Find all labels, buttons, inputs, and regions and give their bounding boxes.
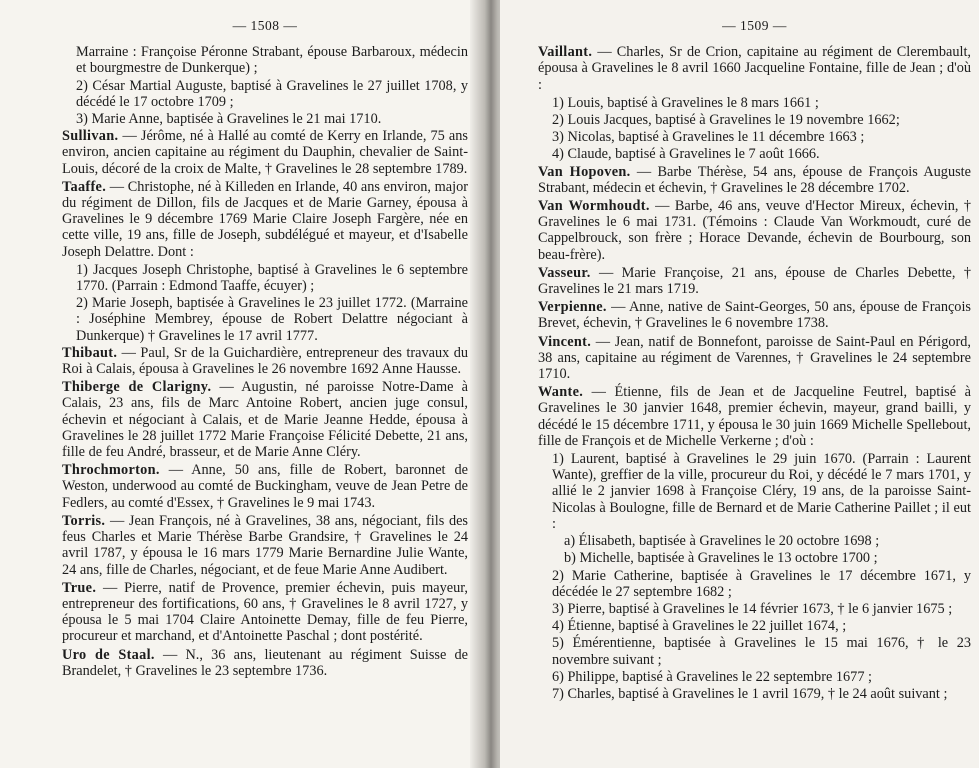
entry-surname: Vincent. xyxy=(538,333,592,350)
genealogy-entry xyxy=(538,384,971,449)
child-entry: 6) Philippe, baptisé à Gravelines le 22 septembre 1677 ; xyxy=(552,668,873,685)
genealogy-entry xyxy=(62,179,468,260)
entry-text: — Barbe, 46 ans, veuve d'Hector Mireux, échevin, † Gravelines le 6 mai 1731. (Témoins : Claude Van Workmoudt, curé de Cappelbrouck, son frère ; Horace Devande, échevin de Bourbourg, son beau-frère). xyxy=(538,198,971,263)
child-entry: 1) Laurent, baptisé à Gravelines le 29 juin 1670. (Parrain : Laurent Wante), greffier de la ville, procureur du Roi, y décédé le 7 mars 1701, y allié le 2 janvier 1698 à Françoise Cléry, 19 ans, de la paroisse Saint-Nicolas à Boulogne, fille de Bernard et de Marie Catherine Paillet ; il eut : xyxy=(552,451,971,532)
genealogy-entry xyxy=(538,198,971,263)
entry-text: — Barbe Thérèse, 54 ans, épouse de François Auguste Strabant, médecin et échevin, † Gravelines le 28 décembre 1702. xyxy=(538,163,971,196)
entry-surname: Verpienne. xyxy=(538,299,607,316)
child-entry: 2) Marie Catherine, baptisée à Gravelines le 17 décembre 1671, y décédée le 27 septembre 1682 ; xyxy=(552,567,971,600)
child-entry: Marraine : Françoise Péronne Strabant, épouse Barbaroux, médecin et bourgmestre de Dunkerque) ; xyxy=(76,44,468,77)
entry-text: — Étienne, fils de Jean et de Jacqueline Feutrel, baptisé à Gravelines le 30 janvier 1648, premier échevin, mayeur, grand bailli, y décédé le 15 décembre 1711, y épousa le 30 juin 1669 Michelle Spellebout, fille de François et de Michelle Verkerne ; d'où : xyxy=(538,384,971,449)
child-entry: 3) Pierre, baptisé à Gravelines le 14 février 1673, † le 6 janvier 1675 ; xyxy=(552,600,953,617)
entry-surname: Vaillant. xyxy=(538,44,593,61)
entry-surname: Van Wormhoudt. xyxy=(538,198,650,215)
child-entry: a) Élisabeth, baptisée à Gravelines le 20 octobre 1698 ; xyxy=(564,533,880,550)
entry-text: — Anne, native de Saint-Georges, 50 ans, épouse de François Brevet, échevin, † Gravelines le 6 novembre 1738. xyxy=(538,299,971,332)
entry-surname: Torris. xyxy=(62,512,106,529)
entry-text: — Marie Françoise, 21 ans, épouse de Charles Debette, † Gravelines le 21 mars 1719. xyxy=(538,264,971,298)
genealogy-entry xyxy=(62,647,468,679)
entry-text: — Paul, Sr de la Guichardière, entrepreneur des travaux du Roi à Calais, épousa à Gravelines le 26 novembre 1692 Anne Hausse. xyxy=(62,344,468,378)
entry-text: — Jean, natif de Bonnefont, paroisse de Saint-Paul en Périgord, 38 ans, capitaine au régiment de Varennes, † Gravelines le 24 septembre 1710. xyxy=(538,333,971,383)
entry-text: — N., 36 ans, lieutenant au régiment Suisse de Brandelet, † Gravelines le 23 septembre 1736. xyxy=(62,646,468,679)
genealogy-entry xyxy=(62,462,468,511)
right-page xyxy=(500,0,979,768)
entry-surname: Wante. xyxy=(538,384,584,401)
left-page xyxy=(0,0,478,768)
entry-surname: Vasseur. xyxy=(538,264,591,281)
entry-surname: Taaffe. xyxy=(62,178,107,195)
genealogy-entry xyxy=(62,513,468,578)
genealogy-entry xyxy=(538,164,971,196)
genealogy-entry xyxy=(62,128,468,177)
child-entry: 2) Marie Joseph, baptisée à Gravelines le 23 juillet 1772. (Marraine : Joséphine Membrey, épouse de Robert Delattre négociant à Dunkerque) † Gravelines le 17 avril 1777. xyxy=(76,295,468,344)
child-entry: 3) Nicolas, baptisé à Gravelines le 11 décembre 1663 ; xyxy=(552,129,865,146)
entry-surname: Throchmorton. xyxy=(62,462,160,479)
genealogy-entry xyxy=(62,345,468,377)
entry-surname: Uro de Staal. xyxy=(62,646,155,663)
entry-text: — Pierre, natif de Provence, premier échevin, puis mayeur, entrepreneur des fortifications, 60 ans, † Gravelines le 8 avril 1727, y épousa le 5 mai 1704 Claire Antoinette Demay, fille de feu Pierre, procureur et marchand, et d'Antoinette Paschal ; dont postérité. xyxy=(62,579,468,645)
genealogy-entry xyxy=(62,379,468,460)
genealogy-entry xyxy=(538,334,971,383)
entry-surname: Van Hopoven. xyxy=(538,163,631,180)
right-page-body xyxy=(538,44,971,702)
genealogy-entry xyxy=(538,44,971,93)
genealogy-entry xyxy=(62,580,468,645)
child-entry: 2) César Martial Auguste, baptisé à Gravelines le 27 juillet 1708, y décédé le 17 octobre 1709 ; xyxy=(76,77,468,110)
entry-text: — Anne, 50 ans, fille de Robert, baronnet de Weston, underwood au comté de Buckingham, veuve de Jean Petre de Fedlers, au comté d'Essex, † Gravelines le 9 mai 1743. xyxy=(62,462,468,511)
child-entry: 1) Jacques Joseph Christophe, baptisé à Gravelines le 6 septembre 1770. (Parrain : Edmond Taaffe, écuyer) ; xyxy=(76,261,468,295)
page-number-right: — 1509 — xyxy=(722,18,787,33)
entry-text: — Augustin, né paroisse Notre-Dame à Calais, 23 ans, fils de Marc Antoine Robert, ancien juge consul, échevin et négociant à Calais, et de Marie Jeanne Hedde, épousa à Gravelines le 28 juillet 1772 Marie Françoise Félicité Debette, 21 ans, fille de feu André, brasseur, et de Marie Anne Cléry. xyxy=(62,379,469,461)
child-entry: 4) Étienne, baptisé à Gravelines le 22 juillet 1674, ; xyxy=(552,618,847,635)
entry-text: — Charles, Sr de Crion, capitaine au régiment de Clerembault, épousa à Gravelines le 8 avril 1660 Jacqueline Fontaine, fille de Jean ; d'où : xyxy=(538,44,971,93)
entry-text: — Christophe, né à Killeden en Irlande, 40 ans environ, major du régiment de Dillon, fils de Jacques et de Marie Garney, épousa à Gravelines le 9 décembre 1769 Marie Claire Joseph Fargère, née en cette ville, 19 ans, fille de Joseph, subdélégué et mayeur, et d'Isabelle Joseph Delattre. Dont : xyxy=(62,178,468,260)
entry-surname: Sullivan. xyxy=(62,128,119,145)
child-entry: 1) Louis, baptisé à Gravelines le 8 mars 1661 ; xyxy=(552,94,819,111)
child-entry: 3) Marie Anne, baptisée à Gravelines le 21 mai 1710. xyxy=(76,111,382,128)
child-entry: 2) Louis Jacques, baptisé à Gravelines le 19 novembre 1662; xyxy=(552,112,900,129)
child-entry: b) Michelle, baptisée à Gravelines le 13 octobre 1700 ; xyxy=(564,550,878,567)
child-entry: 7) Charles, baptisé à Gravelines le 1 avril 1679, † le 24 août suivant ; xyxy=(552,685,948,702)
entry-surname: Thibaut. xyxy=(62,344,118,361)
entry-text: — Jean François, né à Gravelines, 38 ans, négociant, fils des feus Charles et Marie Thérèse Barbe Grandsire, † Gravelines le 24 avril 1787, y épousa le 16 mars 1779 Marie Bernardine Julie Wante, 24 ans, fille de Charles, négociant, et de feue Marie Anne Audibert. xyxy=(62,512,468,578)
entry-surname: Thiberge de Clarigny. xyxy=(62,379,212,396)
left-page-body xyxy=(62,44,468,679)
entry-surname: True. xyxy=(62,579,97,596)
genealogy-entry xyxy=(538,299,971,331)
entry-text: — Jérôme, né à Hallé au comté de Kerry en Irlande, 75 ans environ, ancien capitaine au régiment du Dauphin, chevalier de Saint-Louis, décoré de la croix de Malte, † Gravelines le 28 septembre 1789. xyxy=(62,128,468,177)
child-entry: 5) Émérentienne, baptisée à Gravelines le 15 mai 1676, † le 23 novembre suivant ; xyxy=(552,635,971,668)
genealogy-entry xyxy=(538,265,971,297)
page-number-left: — 1508 — xyxy=(232,18,298,33)
child-entry: 4) Claude, baptisé à Gravelines le 7 août 1666. xyxy=(552,146,820,163)
